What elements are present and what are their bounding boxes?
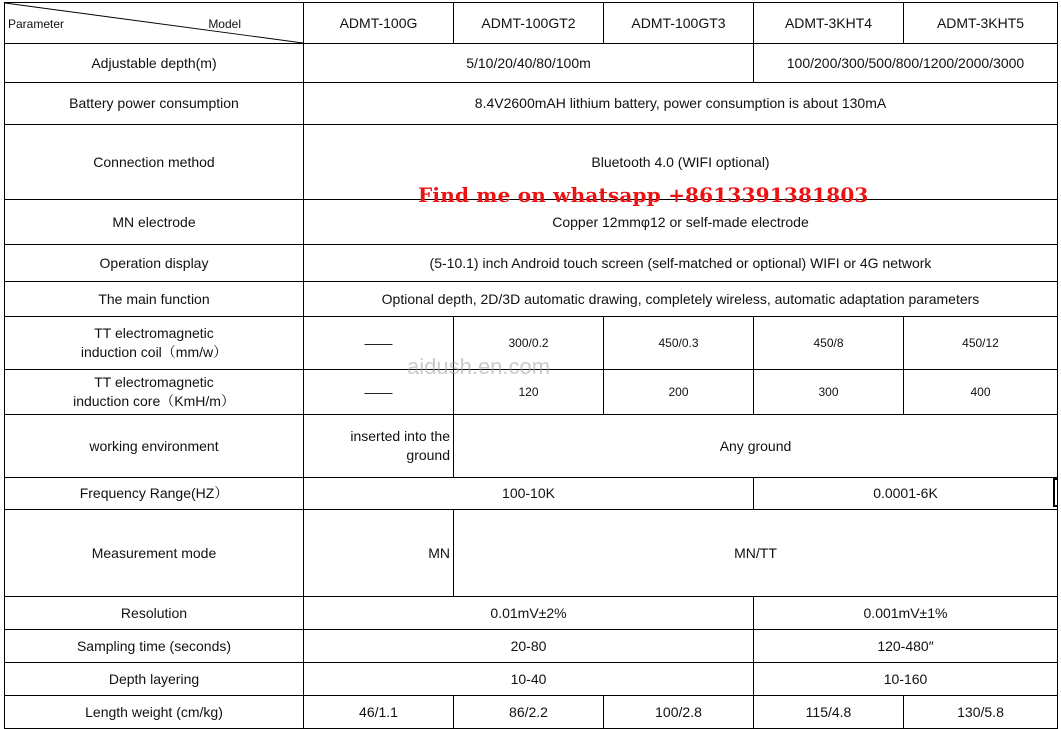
table-row bbox=[5, 630, 1058, 663]
header-row bbox=[5, 3, 1058, 44]
row-value: 450/0.3 bbox=[604, 317, 754, 370]
row-label: Measurement mode bbox=[5, 510, 304, 597]
row-value-line: ground bbox=[406, 447, 450, 463]
model-header: ADMT-3KHT5 bbox=[904, 3, 1058, 44]
table-row bbox=[5, 317, 1058, 370]
model-header: ADMT-100GT2 bbox=[454, 3, 604, 44]
model-label: Model bbox=[208, 17, 241, 31]
row-label: Length weight (cm/kg) bbox=[5, 696, 304, 729]
row-value: MN/TT bbox=[454, 510, 1058, 597]
row-value: 100/200/300/500/800/1200/2000/3000 bbox=[754, 44, 1058, 83]
table-row bbox=[5, 83, 1058, 125]
site-watermark: aidush.en.com bbox=[407, 354, 551, 379]
row-value: 0.0001-6K bbox=[754, 478, 1058, 510]
row-value: 200 bbox=[604, 370, 754, 415]
row-label: MN electrode bbox=[5, 200, 304, 245]
selection-bracket bbox=[1053, 478, 1058, 507]
table-row bbox=[5, 663, 1058, 696]
row-label bbox=[5, 317, 304, 370]
row-value: 120-480″ bbox=[754, 630, 1058, 663]
row-label: working environment bbox=[5, 415, 304, 478]
row-label: Operation display bbox=[5, 245, 304, 282]
row-label: Resolution bbox=[5, 597, 304, 630]
spec-table bbox=[4, 2, 1058, 729]
row-value: 300 bbox=[754, 370, 904, 415]
table-row bbox=[5, 510, 1058, 597]
row-value: —— bbox=[304, 370, 454, 415]
row-value: 115/4.8 bbox=[754, 696, 904, 729]
row-value: 400 bbox=[904, 370, 1058, 415]
row-value: 100/2.8 bbox=[604, 696, 754, 729]
row-label: Connection method bbox=[5, 125, 304, 200]
row-label: Frequency Range(HZ） bbox=[5, 478, 304, 510]
table-row bbox=[5, 282, 1058, 317]
table-row bbox=[5, 200, 1058, 245]
row-value: Bluetooth 4.0 (WIFI optional) bbox=[304, 125, 1058, 200]
row-label: The main function bbox=[5, 282, 304, 317]
table-row bbox=[5, 597, 1058, 630]
row-label bbox=[5, 370, 304, 415]
table-row bbox=[5, 245, 1058, 282]
table-row bbox=[5, 696, 1058, 729]
row-label-line: TT electromagnetic bbox=[94, 374, 214, 390]
row-value: 46/1.1 bbox=[304, 696, 454, 729]
row-value: —— bbox=[304, 317, 454, 370]
row-label: Adjustable depth(m) bbox=[5, 44, 304, 83]
row-label: Depth layering bbox=[5, 663, 304, 696]
header-corner-cell bbox=[5, 3, 304, 44]
row-label: Sampling time (seconds) bbox=[5, 630, 304, 663]
row-label-line: TT electromagnetic bbox=[94, 325, 214, 341]
model-header: ADMT-100GT3 bbox=[604, 3, 754, 44]
row-value: 10-160 bbox=[754, 663, 1058, 696]
parameter-label: Parameter bbox=[8, 17, 65, 31]
row-label: Battery power consumption bbox=[5, 83, 304, 125]
row-value: 5/10/20/40/80/100m bbox=[304, 44, 754, 83]
row-value: 86/2.2 bbox=[454, 696, 604, 729]
row-value: 450/12 bbox=[904, 317, 1058, 370]
row-value: 20-80 bbox=[304, 630, 754, 663]
model-header: ADMT-3KHT4 bbox=[754, 3, 904, 44]
row-value: 120 bbox=[454, 370, 604, 415]
table-row bbox=[5, 415, 1058, 478]
row-value: Copper 12mmφ12 or self-made electrode bbox=[304, 200, 1058, 245]
row-value: 300/0.2 bbox=[454, 317, 604, 370]
table-row bbox=[5, 370, 1058, 415]
row-value: MN bbox=[304, 510, 454, 597]
row-value: 8.4V2600mAH lithium battery, power consumption is about 130mA bbox=[304, 83, 1058, 125]
row-value: 130/5.8 bbox=[904, 696, 1058, 729]
row-value: 450/8 bbox=[754, 317, 904, 370]
row-value: Optional depth, 2D/3D automatic drawing, completely wireless, automatic adaptation parameters bbox=[304, 282, 1058, 317]
row-value bbox=[304, 415, 454, 478]
table-row bbox=[5, 44, 1058, 83]
row-label-line: induction coil（mm/w） bbox=[80, 344, 228, 360]
table-row bbox=[5, 478, 1058, 510]
row-value: Any ground bbox=[454, 415, 1058, 478]
table-row bbox=[5, 125, 1058, 200]
model-header: ADMT-100G bbox=[304, 3, 454, 44]
whatsapp-watermark: Find me on whatsapp +8613391381803 bbox=[418, 183, 869, 207]
row-value: 100-10K bbox=[304, 478, 754, 510]
row-value: 0.001mV±1% bbox=[754, 597, 1058, 630]
row-label-line: induction core（KmH/m） bbox=[73, 393, 235, 409]
row-value: (5-10.1) inch Android touch screen (self-matched or optional) WIFI or 4G network bbox=[304, 245, 1058, 282]
row-value: 0.01mV±2% bbox=[304, 597, 754, 630]
row-value: 10-40 bbox=[304, 663, 754, 696]
row-value-line: inserted into the bbox=[350, 428, 450, 444]
